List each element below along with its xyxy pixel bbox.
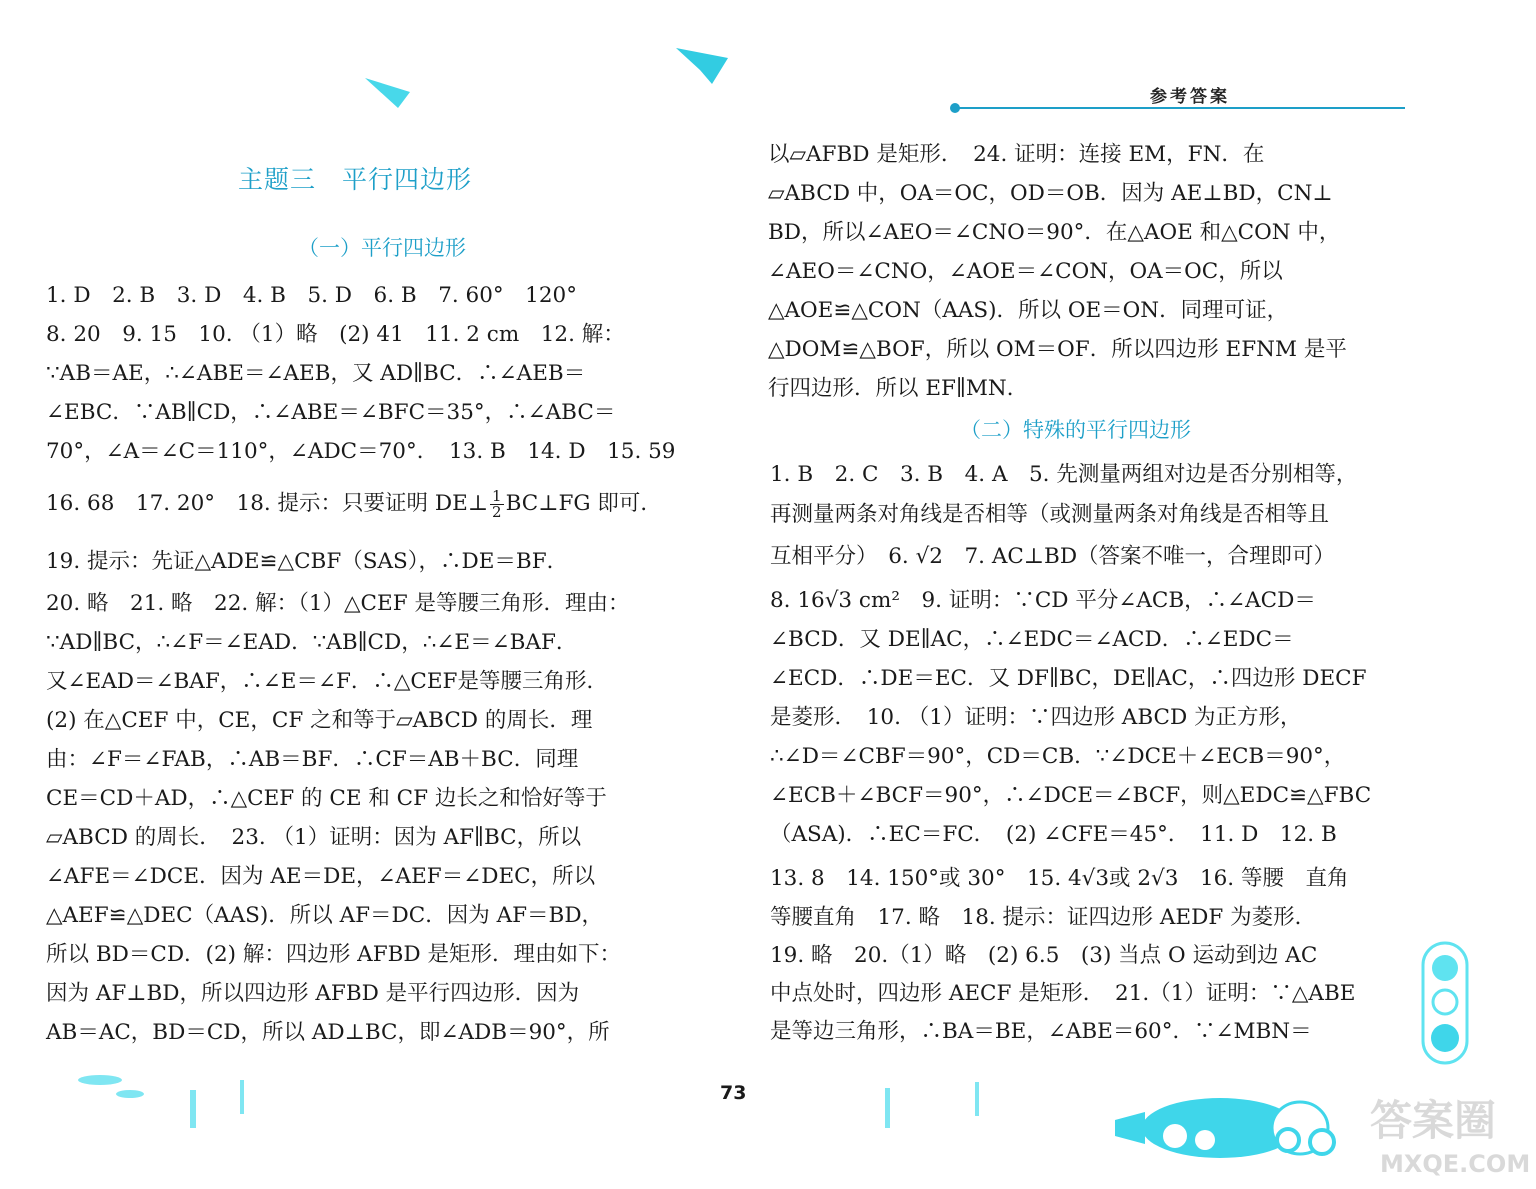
page-number: 73	[720, 1082, 747, 1104]
answer-line: AB＝AC，BD＝CD，所以 AD⊥BC，即∠ADB＝90°，所	[46, 1020, 610, 1045]
answer-line: 1. B 2. C 3. B 4. A 5. 先测量两组对边是否分别相等，	[770, 462, 1358, 487]
section-heading: （二）特殊的平行四边形	[960, 418, 1191, 442]
answer-line: 70°，∠A＝∠C＝110°，∠ADC＝70°． 13. B 14. D 15. 59	[46, 439, 676, 464]
paper-plane-icon	[676, 48, 728, 84]
answer-line: 所以 BD＝CD．(2) 解：四边形 AFBD 是矩形．理由如下：	[46, 942, 622, 967]
fraction-denominator: 2	[492, 502, 502, 521]
answer-line: ▱ABCD 中，OA＝OC，OD＝OB．因为 AE⊥BD，CN⊥	[768, 181, 1333, 206]
answer-line-fraction: 16. 68 17. 20° 18. 提示：只要证明 DE⊥ $\frac{1}{2}$ BC⊥FG 即可．	[46, 486, 662, 521]
fraction	[490, 486, 504, 521]
answer-line: ∴∠D＝∠CBF＝90°，CD＝CB．∵∠DCE＋∠ECB＝90°，	[770, 744, 1346, 769]
right-column-top	[768, 137, 1418, 407]
watermark-logo: 答案圈	[1370, 1096, 1497, 1145]
paper-plane-icon	[365, 78, 410, 108]
traffic-light-icon	[1420, 940, 1470, 1070]
right-column-bottom	[770, 457, 1420, 1057]
header-label: 参考答案	[1150, 87, 1230, 107]
answer-line: ∵AD∥BC，∴∠F＝∠EAD．∵AB∥CD，∴∠E＝∠BAF．	[46, 630, 578, 655]
answer-line: 20. 略 21. 略 22. 解：（1）△CEF 是等腰三角形．理由：	[46, 591, 630, 616]
answer-line: △AEF≌△DEC（AAS)．所以 AF＝DC．因为 AF＝BD，	[46, 903, 604, 928]
answer-line: CE＝CD＋AD，∴△CEF 的 CE 和 CF 边长之和恰好等于	[46, 786, 607, 811]
answer-line: 再测量两条对角线是否相等（或测量两条对角线是否相等且	[770, 502, 1330, 527]
answer-line: 互相平分） 6. √2 7. AC⊥BD（答案不唯一，合理即可）	[770, 544, 1336, 569]
answer-line: 又∠EAD＝∠BAF，∴∠E＝∠F．∴△CEF是等腰三角形．	[46, 669, 608, 694]
answer-line: 因为 AF⊥BD，所以四边形 AFBD 是平行四边形．因为	[46, 981, 580, 1006]
left-column	[46, 278, 696, 1058]
answer-line: 行四边形．所以 EF∥MN．	[768, 376, 1029, 401]
answer-line: ∠ECD．∴DE＝EC．又 DF∥BC，DE∥AC，∴四边形 DECF	[770, 666, 1367, 691]
answer-line: 等腰直角 17. 略 18. 提示：证四边形 AEDF 为菱形．	[770, 905, 1317, 930]
answer-line: 以▱AFBD 是矩形． 24. 证明：连接 EM，FN．在	[768, 142, 1265, 167]
answer-line: 8. 16√3 cm² 9. 证明：∵CD 平分∠ACB，∴∠ACD＝	[770, 588, 1316, 613]
answer-line: 中点处时，四边形 AECF 是矩形． 21.（1）证明：∵△ABE	[770, 981, 1356, 1006]
answer-line: ∵AB＝AE，∴∠ABE＝∠AEB，又 AD∥BC．∴∠AEB＝	[46, 361, 586, 386]
answer-line: 19. 提示：先证△ADE≌△CBF（SAS），∴DE＝BF．	[46, 549, 569, 574]
footer-decoration	[0, 1060, 1536, 1189]
answer-line: 1. D 2. B 3. D 4. B 5. D 6. B 7. 60° 120°	[46, 283, 577, 308]
text-segment: 16. 68 17. 20° 18. 提示：只要证明 DE	[46, 491, 468, 516]
answer-line: ▱ABCD 的周长． 23. （1）证明：因为 AF∥BC，所以	[46, 825, 582, 850]
answer-line: ∠ECB＋∠BCF＝90°，∴∠DCE＝∠BCF，则△EDC≌△FBC	[770, 783, 1372, 808]
answer-line: 是等边三角形，∴BA＝BE，∠ABE＝60°．∵∠MBN＝	[770, 1019, 1312, 1044]
answer-line: ∠AEO＝∠CNO，∠AOE＝∠CON，OA＝OC，所以	[768, 259, 1283, 284]
fraction-numerator: 1	[492, 486, 502, 505]
section-heading: （一）平行四边形	[298, 236, 466, 260]
text-segment: BC	[505, 491, 539, 516]
answer-line: ∠EBC．∵AB∥CD，∴∠ABE＝∠BFC＝35°，∴∠ABC＝	[46, 400, 616, 425]
answer-line: 是菱形． 10. （1）证明：∵四边形 ABCD 为正方形，	[770, 705, 1302, 730]
watermark-url: MXQE.COM	[1380, 1150, 1531, 1178]
answer-line: △AOE≌△CON（AAS)．所以 OE＝ON．同理可证，	[768, 298, 1289, 323]
answer-line: （ASA)．∴EC＝FC． (2) ∠CFE＝45°． 11. D 12. B	[770, 822, 1337, 847]
answer-line: BD，所以∠AEO＝∠CNO＝90°．在△AOE 和△CON 中，	[768, 220, 1341, 245]
answer-line: (2) 在△CEF 中，CE，CF 之和等于▱ABCD 的周长．理	[46, 708, 593, 733]
answer-line: 8. 20 9. 15 10. （1）略 (2) 41 11. 2 cm 12. 解：	[46, 322, 625, 347]
answer-line: 由：∠F＝∠FAB，∴AB＝BF．∴CF＝AB＋BC．同理	[46, 747, 579, 772]
answer-line: ∠AFE＝∠DCE．因为 AE＝DE，∠AEF＝∠DEC，所以	[46, 864, 596, 889]
header-decoration	[0, 0, 1536, 130]
rocket-icon	[1115, 1098, 1334, 1158]
answer-line: △DOM≌△BOF，所以 OM＝OF．所以四边形 EFNM 是平	[768, 337, 1347, 362]
text-segment: FG 即可．	[558, 491, 662, 516]
page-title: 主题三 平行四边形	[238, 165, 473, 194]
answer-line: 13. 8 14. 150°或 30° 15. 4√3或 2√3 16. 等腰 直角	[770, 866, 1349, 891]
answer-line: 19. 略 20.（1）略 (2) 6.5 (3) 当点 O 运动到边 AC	[770, 943, 1318, 968]
answer-line: ∠BCD．又 DE∥AC，∴∠EDC＝∠ACD．∴∠EDC＝	[770, 627, 1294, 652]
